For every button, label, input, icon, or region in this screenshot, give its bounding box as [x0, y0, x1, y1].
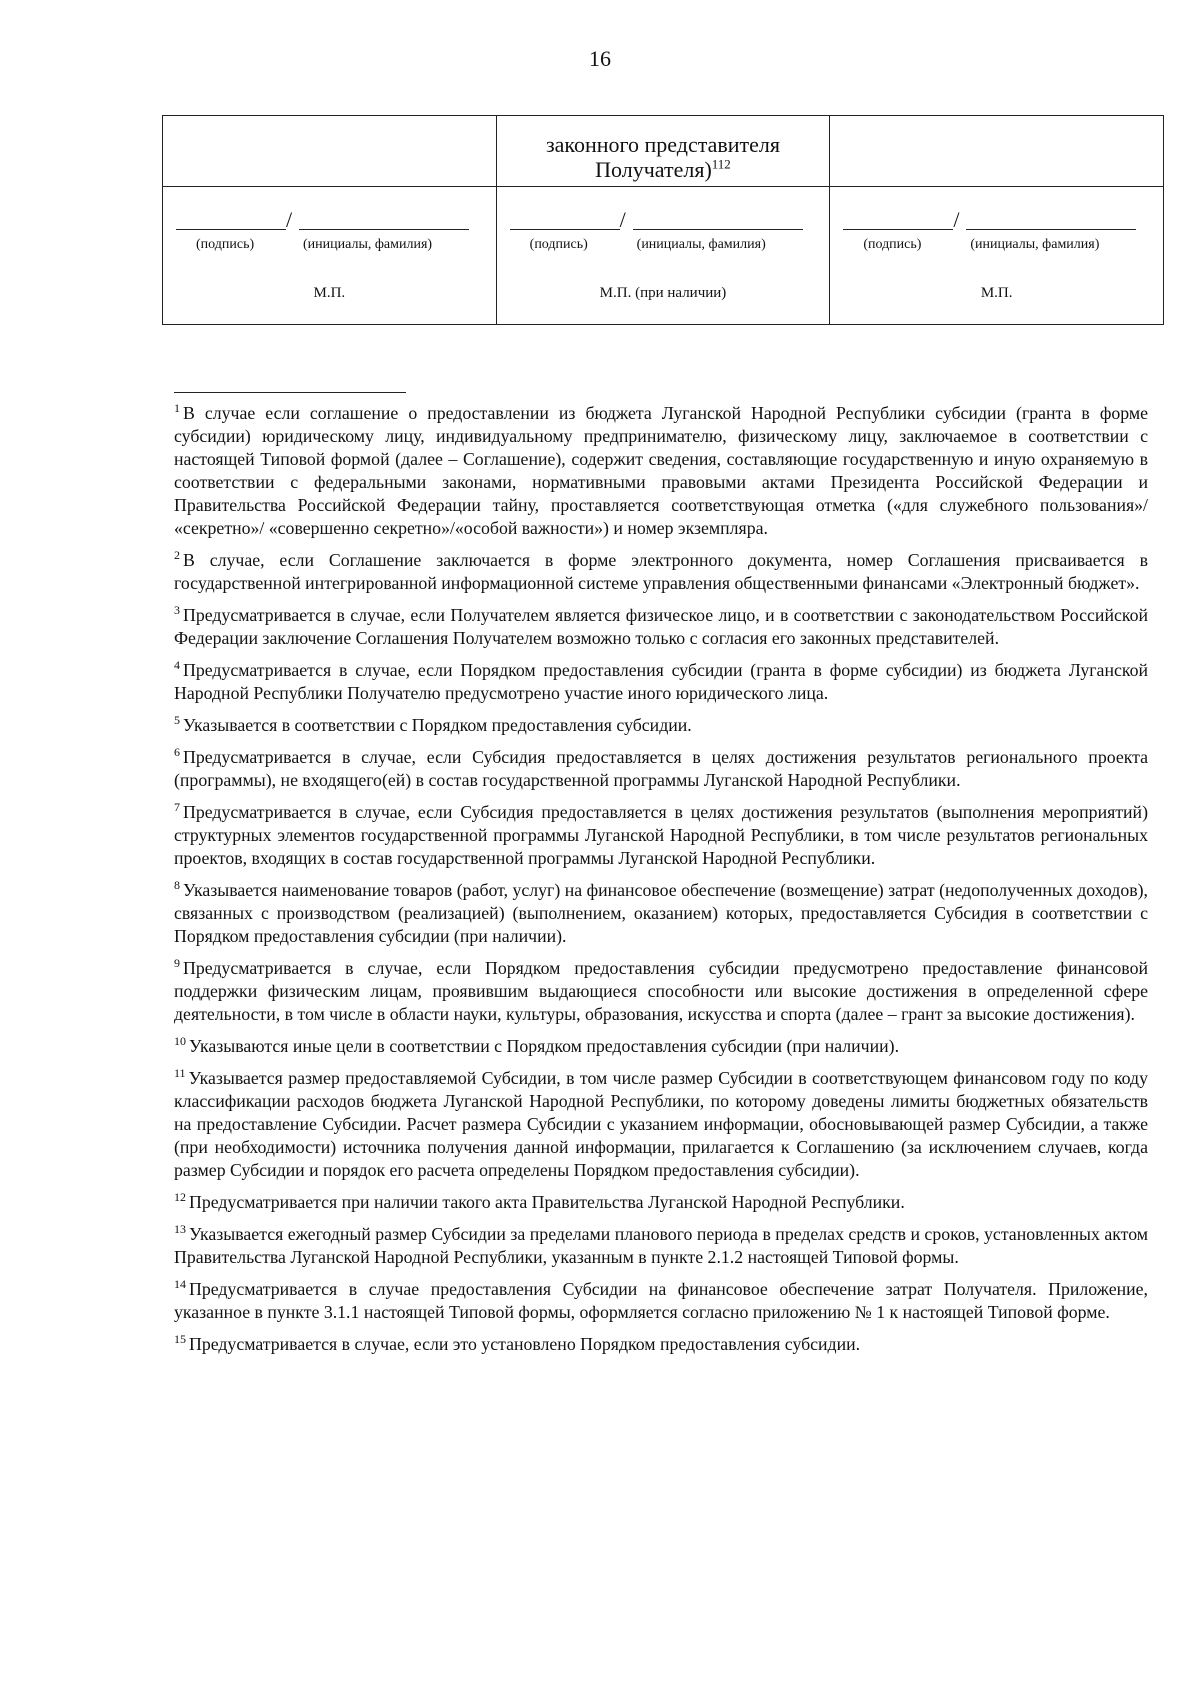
footnote	[174, 879, 1148, 948]
footnote-number: 9	[174, 956, 180, 971]
signature-table	[162, 115, 1164, 325]
footnote-number: 2	[174, 548, 180, 563]
footnote-number: 3	[174, 603, 180, 618]
footnotes	[174, 402, 1148, 1365]
signature-line	[176, 229, 286, 230]
signature-caption: (подпись)	[863, 237, 922, 252]
name-line	[299, 229, 469, 230]
footnote-number: 12	[174, 1190, 186, 1205]
footnote-number: 8	[174, 878, 180, 893]
slash-separator: /	[619, 207, 626, 232]
footnote-number: 6	[174, 745, 180, 760]
footnote-text: Предусматривается в случае, если Порядком предоставления субсидии предусмотрено предоставление финансовой поддержки физическим лицам, проявившим выдающиеся способности или высокие достижения в определенной сфере деятельности, в том числе в области науки, культуры, образования, искусства и спорта (далее – грант за высокие достижения).	[174, 958, 1148, 1024]
footnote	[174, 402, 1148, 540]
footnote-number: 7	[174, 800, 180, 815]
footnote-text: Предусматривается в случае, если Порядком предоставления субсидии (гранта в форме субсидии) из бюджета Луганской Народной Республики Получателю предусмотрено участие иного юридического лица.	[174, 660, 1148, 703]
footnote	[174, 1191, 1148, 1214]
footnote	[174, 1333, 1148, 1356]
footnote-text: В случае, если Соглашение заключается в форме электронного документа, номер Соглашения присваивается в государственной интегрированной информационной системе управления общественными финансами «Электронный бюджет».	[174, 550, 1148, 593]
footnote	[174, 659, 1148, 705]
footnote-text: Указываются иные цели в соответствии с Порядком предоставления субсидии (при наличии).	[189, 1036, 900, 1056]
footnote-number: 1	[174, 401, 180, 416]
signature-caption: (подпись)	[529, 237, 588, 252]
header-cell-right	[830, 116, 1164, 187]
name-caption: (инициалы, фамилия)	[303, 237, 433, 252]
footnote-number: 13	[174, 1222, 186, 1237]
name-line	[966, 229, 1136, 230]
signature-caption: (подпись)	[196, 237, 255, 252]
footnote-text: Указывается наименование товаров (работ, услуг) на финансовое обеспечение (возмещение) затрат (недополученных доходов), связанных с производством (реализацией) (выполнением, оказанием) которых, предоставляется Субсидия в соответствии с Порядком предоставления субсидии (при наличии).	[174, 880, 1148, 946]
header-middle-footnote-ref: 112	[711, 156, 731, 172]
header-middle-line2: Получателя)	[595, 157, 712, 182]
footnote	[174, 714, 1148, 737]
footnote	[174, 1223, 1148, 1269]
footnote	[174, 1067, 1148, 1182]
footnote-text: Указывается в соответствии с Порядком предоставления субсидии.	[183, 715, 692, 735]
page-number: 16	[589, 46, 611, 71]
footnote	[174, 604, 1148, 650]
footnote-text: Предусматривается при наличии такого акта Правительства Луганской Народной Республики.	[189, 1192, 905, 1212]
footnote-number: 15	[174, 1332, 186, 1347]
footnote-text: Предусматривается в случае, если это установлено Порядком предоставления субсидии.	[189, 1334, 861, 1354]
footnote-number: 14	[174, 1277, 186, 1292]
footnote-number: 11	[174, 1066, 186, 1081]
slash-separator: /	[953, 207, 960, 232]
signature-line	[510, 229, 620, 230]
stamp-label: М.П. (при наличии)	[599, 285, 727, 301]
footnote-text: Предусматривается в случае предоставления Субсидии на финансовое обеспечение затрат Получателя. Приложение, указанное в пункте 3.1.1 настоящей Типовой формы, оформляется согласно приложению № 1 к настоящей Типовой форме.	[174, 1279, 1148, 1322]
signature-cell-3	[830, 187, 1164, 325]
footnote-text: Предусматривается в случае, если Субсидия предоставляется в целях достижения результатов регионального проекта (программы), не входящего(ей) в состав государственной программы Луганской Народной Республики.	[174, 747, 1148, 790]
signature-line	[843, 229, 953, 230]
footnote-separator	[174, 392, 406, 393]
footnote-number: 5	[174, 713, 180, 728]
name-line	[633, 229, 803, 230]
header-cell-left	[163, 116, 497, 187]
footnote	[174, 801, 1148, 870]
footnote-text: Предусматривается в случае, если Получателем является физическое лицо, и в соответствии с законодательством Российской Федерации заключение Соглашения Получателем возможно только с согласия его законных представителей.	[174, 605, 1148, 648]
footnote-text: Указывается размер предоставляемой Субсидии, в том числе размер Субсидии в соответствующем финансовом году по коду классификации расходов бюджета Луганской Народной Республики, по которому доведены лимиты бюджетных обязательств на предоставление Субсидии. Расчет размера Субсидии с указанием информации, обосновывающей размер Субсидии, а также (при необходимости) источника получения данной информации, прилагается к Соглашению (за исключением случаев, когда размер Субсидии и порядок его расчета определены Порядком предоставления субсидии).	[174, 1068, 1148, 1180]
footnote-text: В случае если соглашение о предоставлении из бюджета Луганской Народной Республики субсидии (гранта в форме субсидии) юридическому лицу, индивидуальному предпринимателю, физическому лицу, заключаемое в соответствии с настоящей Типовой формой (далее – Соглашение), содержит сведения, составляющие государственную и иную охраняемую в соответствии с федеральными законами, нормативными правовыми актами Президента Российской Федерации и Правительства Российской Федерации тайну, проставляется соответствующая отметка («для служебного пользования»/ «секретно»/ «совершенно секретно»/«особой важности») и номер экземпляра.	[174, 403, 1148, 538]
footnote	[174, 957, 1148, 1026]
footnote-text: Предусматривается в случае, если Субсидия предоставляется в целях достижения результатов (выполнения мероприятий) структурных элементов государственной программы Луганской Народной Республики, в том числе результатов региональных проектов, входящих в состав государственной программы Луганской Народной Республики.	[174, 802, 1148, 868]
slash-separator: /	[286, 207, 293, 232]
name-caption: (инициалы, фамилия)	[970, 237, 1100, 252]
footnote	[174, 1278, 1148, 1324]
stamp-label: М.П.	[980, 285, 1013, 301]
signature-cell-2	[496, 187, 830, 325]
footnote	[174, 549, 1148, 595]
name-caption: (инициалы, фамилия)	[636, 237, 766, 252]
footnote-number: 4	[174, 658, 180, 673]
footnote-text: Указывается ежегодный размер Субсидии за пределами планового периода в пределах средств и сроков, установленных актом Правительства Луганской Народной Республики, указанным в пункте 2.1.2 настоящей Типовой формы.	[174, 1224, 1148, 1267]
footnote-number: 10	[174, 1034, 186, 1049]
footnote	[174, 746, 1148, 792]
footnote	[174, 1035, 1148, 1058]
signature-cell-1	[163, 187, 497, 325]
header-cell-middle	[496, 116, 830, 187]
stamp-label: М.П.	[313, 285, 346, 301]
header-middle-line1: законного представителя	[545, 132, 780, 157]
